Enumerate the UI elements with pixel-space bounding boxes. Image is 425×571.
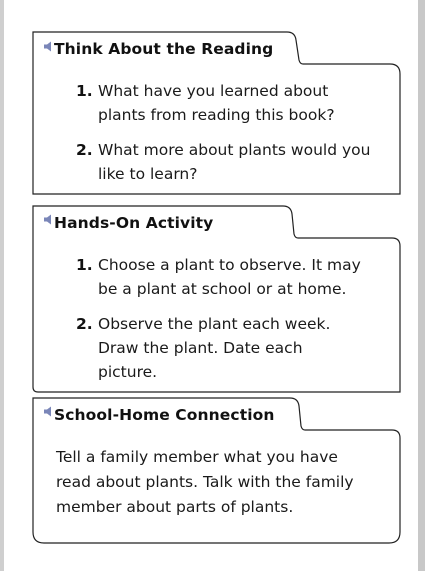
list-item: [76, 79, 376, 127]
list-item: [76, 138, 376, 186]
list-item: [76, 312, 376, 384]
section-title: Hands-On Activity: [54, 214, 214, 232]
activity-list: [76, 253, 376, 395]
list-item: [76, 253, 376, 301]
item-text: What more about plants would you like to learn?: [98, 141, 371, 183]
item-number: 2.: [76, 315, 93, 333]
item-number: 1.: [76, 82, 93, 100]
question-list: [76, 79, 376, 197]
item-text: Choose a plant to observe. It may be a plant at school or at home.: [98, 256, 361, 298]
item-text: Observe the plant each week. Draw the plant. Date each picture.: [98, 315, 331, 381]
speaker-icon[interactable]: [44, 214, 54, 225]
connection-text: Tell a family member what you have read about plants. Talk with the family member about parts of plants.: [56, 448, 354, 516]
speaker-icon[interactable]: [44, 406, 54, 417]
section-title: Think About the Reading: [54, 40, 274, 58]
item-text: What have you learned about plants from reading this book?: [98, 82, 335, 124]
section-title: School-Home Connection: [54, 406, 275, 424]
item-number: 2.: [76, 141, 93, 159]
item-number: 1.: [76, 256, 93, 274]
speaker-icon[interactable]: [44, 41, 54, 52]
